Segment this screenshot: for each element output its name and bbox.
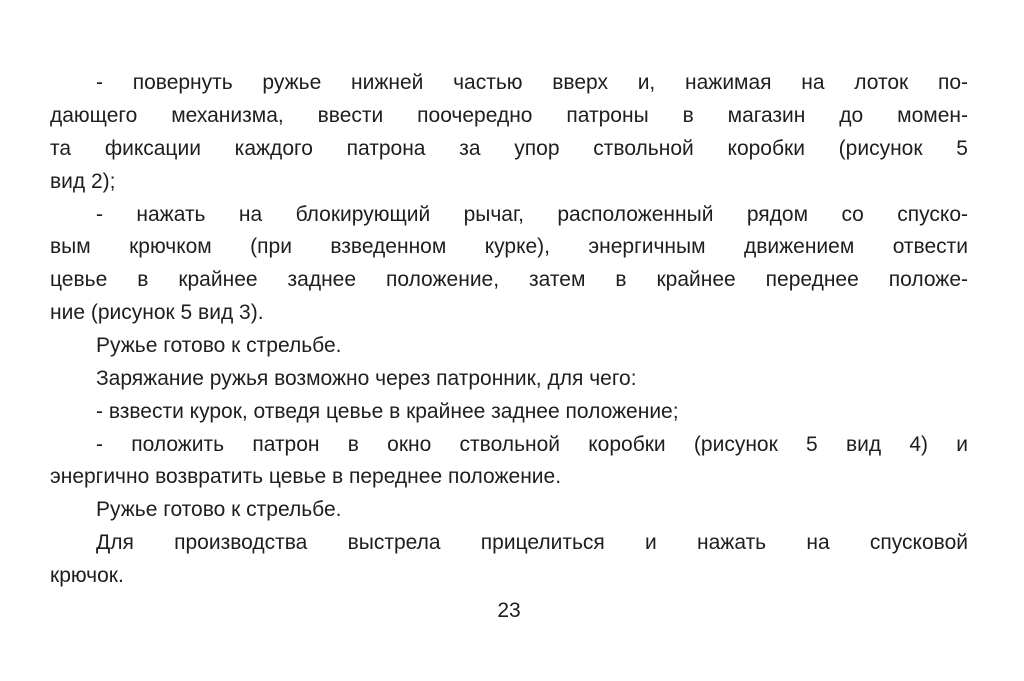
text-line: Ружье готово к стрельбе. [96, 498, 342, 521]
text-line: Заряжание ружья возможно через патронник, для чего: [96, 367, 637, 390]
text-line: - повернуть ружье нижней частью вверх и, нажимая на лоток по- [96, 71, 968, 94]
text-line: Ружье готово к стрельбе. [96, 334, 342, 357]
text-line: - взвести курок, отведя цевье в крайнее заднее положение; [96, 400, 679, 423]
text-line: - положить патрон в окно ствольной коробки (рисунок 5 вид 4) и [96, 433, 968, 456]
text-line: Для производства выстрела прицелиться и нажать на спусковой [96, 531, 968, 554]
text-line: та фиксации каждого патрона за упор ствольной коробки (рисунок 5 [50, 137, 968, 160]
text-line: крючок. [50, 564, 124, 587]
text-line: дающего механизма, ввести поочередно патроны в магазин до момен- [50, 104, 968, 127]
text-line: - нажать на блокирующий рычаг, расположенный рядом со спуско- [96, 203, 968, 226]
text-line: вид 2); [50, 170, 116, 193]
text-line: цевье в крайнее заднее положение, затем в крайнее переднее положе- [50, 268, 968, 291]
text-line: ние (рисунок 5 вид 3). [50, 301, 264, 324]
text-line: вым крючком (при взведенном курке), энергичным движением отвести [50, 235, 968, 258]
text-line: энергично возвратить цевье в переднее положение. [50, 465, 562, 488]
page-number: 23 [497, 599, 521, 622]
